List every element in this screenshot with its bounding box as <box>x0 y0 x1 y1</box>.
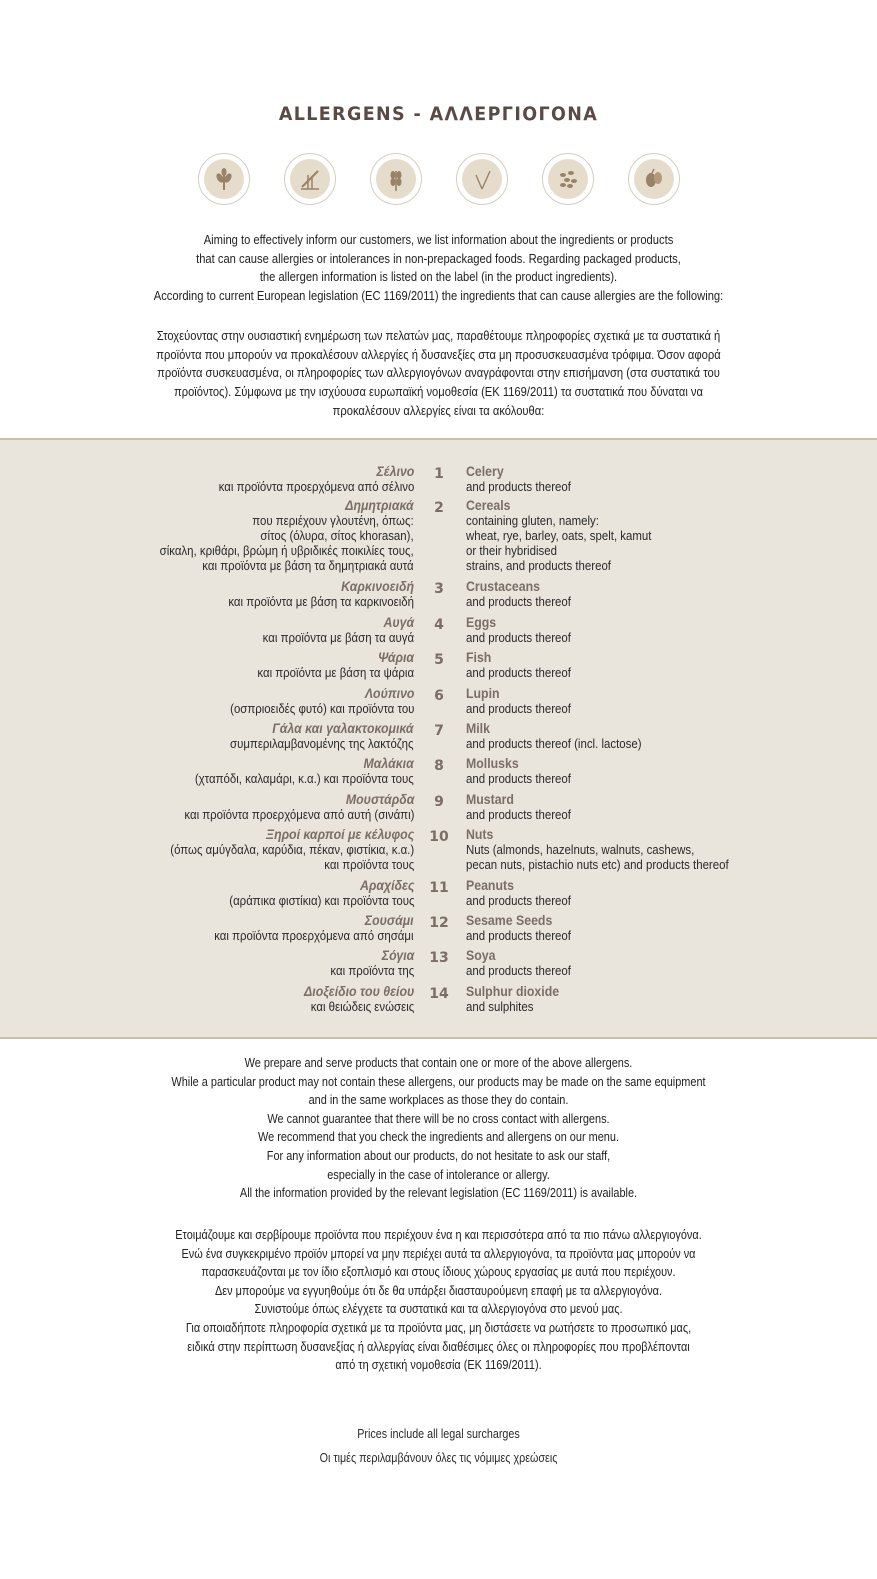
allergen-english <box>466 984 559 1014</box>
allergen-english-detail: and products thereof <box>466 630 571 645</box>
allergen-row <box>0 826 877 872</box>
allergen-row <box>0 756 877 792</box>
allergen-list-band <box>0 438 877 1039</box>
allergen-greek-name: Γάλα και γαλακτοκομικά <box>272 720 414 736</box>
intro-line: According to current European legislation (EC 1169/2011) the ingredients that can cause allergies are the following: <box>153 288 724 304</box>
footer-line: ειδικά στην περίπτωση δυσανεξίας ή αλλεργίας είναι διαθέσιμες όλες οι πληροφορίες που προβλέπονται <box>187 1338 690 1354</box>
no-gluten-icon <box>284 153 336 205</box>
allergen-number: 9 <box>434 794 444 810</box>
allergen-greek <box>228 579 414 609</box>
footer-line: All the information provided by the relevant legislation (EC 1169/2011) is available. <box>239 1185 638 1201</box>
allergen-row <box>0 615 877 651</box>
allergen-number: 1 <box>434 466 444 482</box>
intro-line: Aiming to effectively inform our customers, we list information about the ingredients or products <box>203 232 674 247</box>
allergen-row <box>0 497 877 573</box>
footer-line: For any information about our products, do not hesitate to ask our staff, <box>266 1147 611 1163</box>
allergen-greek-detail: και προϊόντα προερχόμενα από σησάμι <box>214 928 414 943</box>
allergen-greek-detail: που περιέχουν γλουτένη, όπως: <box>252 513 414 528</box>
footer-line: We prepare and serve products that contain one or more of the above allergens. <box>244 1055 633 1070</box>
grain-icon <box>370 153 422 205</box>
allergen-english-detail: and products thereof <box>466 479 571 494</box>
allergen-greek-name: Δημητριακά <box>345 497 414 513</box>
intro-line: προκαλέσουν αλλεργίες είναι τα ακόλουθα: <box>332 402 545 418</box>
allergen-greek <box>184 792 414 822</box>
allergen-greek-detail: (αράπικα φιστίκια) και προϊόντα τους <box>228 893 414 908</box>
allergen-greek-name: Καρκινοειδή <box>341 578 414 594</box>
allergen-english-detail: containing gluten, namely: <box>466 513 599 528</box>
allergen-greek <box>231 721 414 751</box>
allergen-english-name: Fish <box>466 649 492 665</box>
footer-english <box>70 1054 807 1203</box>
allergen-english-name: Soya <box>466 947 496 963</box>
allergen-greek-detail: και προϊόντα με βάση τα δημητριακά αυτά <box>202 558 414 573</box>
allergen-greek-detail: (χταπόδι, καλαμάρι, κ.α.) και προϊόντα τους <box>195 771 414 786</box>
allergen-english <box>466 948 571 978</box>
allergen-english-name: Crustaceans <box>466 578 540 594</box>
allergen-greek-detail: και προϊόντα τους <box>324 857 414 872</box>
intro-english <box>61 231 815 306</box>
page-title: ALLERGENS - ΑΛΛΕΡΓΙΟΓΟΝΑ <box>278 103 599 125</box>
allergen-greek <box>330 948 414 978</box>
allergen-number: 7 <box>434 723 444 739</box>
allergen-greek-detail: και προϊόντα με βάση τα καρκινοειδή <box>228 594 414 609</box>
allergen-row <box>0 464 877 500</box>
allergen-row <box>0 913 877 949</box>
footer-line: While a particular product may not contain these allergens, our products may be made on the same equipment <box>171 1073 706 1089</box>
allergen-english-detail: or their hybridised <box>466 543 557 558</box>
allergen-greek-name: Σόγια <box>381 947 414 963</box>
allergen-greek <box>218 464 414 494</box>
allergen-greek-detail: και προϊόντα της <box>330 963 414 978</box>
allergen-english-name: Cereals <box>466 497 511 513</box>
intro-line: προϊόντα που μπορούν να προκαλέσουν αλλεργίες ή δυσανεξίες στα μη προσυσκευασμένα τρόφιμα. Όσον αφορά <box>156 346 721 362</box>
allergen-english <box>466 756 571 786</box>
footer-line: We recommend that you check the ingredients and allergens on our menu. <box>258 1129 619 1145</box>
allergen-english-detail: and products thereof <box>466 893 571 908</box>
allergen-greek <box>257 650 414 680</box>
allergen-number: 12 <box>429 915 449 931</box>
allergen-english-detail: and products thereof <box>466 928 571 943</box>
allergen-english <box>466 913 571 943</box>
allergen-english-name: Nuts <box>466 826 494 842</box>
allergen-greek-detail: σίκαλη, κριθάρι, βρώμη ή υβριδικές ποικιλίες τους, <box>159 543 414 558</box>
footer-line: παρασκευάζονται με τον ίδιο εξοπλισμό και στους ίδιους χώρους εργασίας με αυτά που περιέχουν. <box>201 1264 676 1280</box>
allergen-english-detail: and sulphites <box>466 999 534 1014</box>
allergen-greek-name: Σέλινο <box>376 463 414 479</box>
allergen-greek-detail: και προϊόντα προερχόμενα από αυτή (σινάπι) <box>183 807 414 822</box>
intro-greek <box>61 327 815 421</box>
allergen-icons <box>0 153 877 205</box>
prices-note-english: Prices include all legal surcharges <box>357 1427 520 1441</box>
allergen-english-name: Eggs <box>466 614 497 630</box>
allergen-english <box>466 878 571 908</box>
allergen-english-name: Peanuts <box>466 877 514 893</box>
allergen-greek-name: Μαλάκια <box>363 755 414 771</box>
allergen-english-name: Mustard <box>466 791 514 807</box>
allergen-greek-detail: σίτος (όλυρα, σίτος khorasan), <box>260 528 414 543</box>
allergen-english-detail: and products thereof <box>466 665 571 680</box>
allergen-number: 3 <box>434 581 444 597</box>
allergen-row <box>0 984 877 1020</box>
allergen-row <box>0 650 877 686</box>
footer-line: and in the same workplaces as those they do contain. <box>308 1092 569 1108</box>
allergen-greek-detail: και προϊόντα με βάση τα ψάρια <box>257 665 414 680</box>
footer-line: We cannot guarantee that there will be no cross contact with allergens. <box>267 1110 610 1126</box>
allergen-english-detail: Nuts (almonds, hazelnuts, walnuts, cashews, <box>466 842 695 857</box>
allergen-greek-detail: και προϊόντα προερχόμενα από σέλινο <box>218 479 414 494</box>
allergen-greek <box>160 498 414 573</box>
allergen-english-detail: and products thereof <box>466 701 571 716</box>
allergen-number: 8 <box>434 758 444 774</box>
prices-note-greek: Οι τιμές περιλαμβάνουν όλες τις νόμιμες χρεώσεις <box>319 1451 558 1465</box>
allergen-greek <box>230 686 414 716</box>
footer-line: Ετοιμάζουμε και σερβίρουμε προϊόντα που περιέχουν ένα η και περισσότερα από τα πιο πάνω αλλεργιογόνα. <box>175 1227 702 1242</box>
allergen-number: 14 <box>429 986 449 1002</box>
allergen-row <box>0 878 877 914</box>
allergen-greek-name: Μουστάρδα <box>345 791 414 807</box>
allergen-english <box>466 615 571 645</box>
intro-line: Στοχεύοντας στην ουσιαστική ενημέρωση των πελατών μας, παραθέτουμε πληροφορίες σχετικά με τα συστατικά ή <box>156 328 721 343</box>
intro-line: that can cause allergies or intolerances in non-prepackaged foods. Regarding packaged products, <box>196 250 681 266</box>
allergen-greek <box>195 756 414 786</box>
allergen-english-detail: and products thereof (incl. lactose) <box>466 736 642 751</box>
allergen-greek-name: Λούπινο <box>364 685 414 701</box>
wheat-icon <box>198 153 250 205</box>
herb-icon <box>456 153 508 205</box>
footer-greek <box>70 1226 807 1375</box>
allergen-english-detail: and products thereof <box>466 807 571 822</box>
nuts-icon <box>628 153 680 205</box>
allergen-greek-name: Ψάρια <box>377 649 414 665</box>
seeds-icon <box>542 153 594 205</box>
allergen-english-detail: pecan nuts, pistachio nuts etc) and products thereof <box>466 857 729 872</box>
allergen-number: 5 <box>434 652 444 668</box>
footer-line: από τη σχετική νομοθεσία (ΕΚ 1169/2011). <box>335 1357 542 1373</box>
intro-line: the allergen information is listed on the label (in the product ingredients). <box>259 269 618 285</box>
allergen-number: 2 <box>434 500 444 516</box>
footer-line: Συνιστούμε όπως ελέγχετε τα συστατικά και τα αλλεργιογόνα στο μενού μας. <box>254 1301 623 1317</box>
allergen-row <box>0 579 877 615</box>
allergen-english <box>466 721 642 751</box>
allergen-english-name: Milk <box>466 720 490 736</box>
footer-line: Ενώ ένα συγκεκριμένο προϊόν μπορεί να μην περιέχει αυτά τα αλλεργιογόνα, τα προϊόντα μας μπορούν να <box>181 1245 696 1261</box>
allergen-greek-name: Ξηροί καρποί με κέλυφος <box>265 826 414 842</box>
allergen-greek <box>215 913 414 943</box>
allergen-number: 4 <box>434 617 444 633</box>
intro-line: προϊόντος). Σύμφωνα με την ισχύουσα ευρωπαϊκή νομοθεσία (ΕΚ 1169/2011) τα συστατικά που δύναται να <box>173 384 703 400</box>
allergen-greek-detail: συμπεριλαμβανομένης της λακτόζης <box>230 736 414 751</box>
allergen-greek <box>229 878 414 908</box>
allergen-english-name: Sulphur dioxide <box>466 983 560 999</box>
footer-line: especially in the case of intolerance or allergy. <box>327 1166 550 1182</box>
allergen-greek-name: Διοξείδιο του θείου <box>303 983 414 999</box>
allergen-greek <box>170 827 414 872</box>
allergen-english <box>466 650 571 680</box>
allergen-greek-detail: και θειώδεις ενώσεις <box>310 999 414 1014</box>
allergen-english <box>466 464 571 494</box>
allergen-english <box>466 498 651 573</box>
allergen-english-detail: strains, and products thereof <box>466 558 611 573</box>
allergen-english-name: Celery <box>466 463 504 479</box>
allergen-row <box>0 792 877 828</box>
allergen-number: 11 <box>429 880 449 896</box>
allergen-greek-detail: (όπως αμύγδαλα, καρύδια, πέκαν, φιστίκια, κ.α.) <box>170 842 414 857</box>
allergen-row <box>0 721 877 757</box>
allergen-greek-detail: και προϊόντα με βάση τα αυγά <box>262 630 414 645</box>
allergen-greek <box>304 984 414 1014</box>
allergen-row <box>0 948 877 984</box>
footer-line: Δεν μπορούμε να εγγυηθούμε ότι δε θα υπάρξει διασταυρούμενη επαφή με τα αλλεργιογόνα. <box>214 1282 663 1298</box>
allergen-english-detail: and products thereof <box>466 963 571 978</box>
allergen-greek-name: Αραχίδες <box>359 877 414 893</box>
allergen-english <box>466 827 729 872</box>
allergen-greek-name: Σουσάμι <box>365 912 414 928</box>
allergen-english-name: Sesame Seeds <box>466 912 553 928</box>
allergen-english-name: Lupin <box>466 685 500 701</box>
allergen-english <box>466 579 571 609</box>
allergen-greek <box>263 615 414 645</box>
allergen-english-detail: wheat, rye, barley, oats, spelt, kamut <box>466 528 652 543</box>
intro-line: προϊόντα συσκευασμένα, οι πληροφορίες των αλλεργιογόνων αναγράφονται στην επισήμανση (στα συστατικά του <box>157 365 720 381</box>
allergen-english-detail: and products thereof <box>466 594 571 609</box>
allergen-number: 13 <box>429 950 449 966</box>
allergen-english-name: Mollusks <box>466 755 519 771</box>
allergen-number: 6 <box>434 688 444 704</box>
allergen-greek-name: Αυγά <box>383 614 414 630</box>
allergen-english <box>466 686 571 716</box>
footer-line: Για οποιαδήποτε πληροφορία σχετικά με τα προϊόντα μας, μη διστάσετε να ρωτήσετε το προσωπικό μας, <box>185 1319 692 1335</box>
allergen-number: 10 <box>429 829 449 845</box>
allergen-greek-detail: (οσπριοειδές φυτό) και προϊόντα του <box>229 701 414 716</box>
allergen-row <box>0 686 877 722</box>
allergen-english <box>466 792 571 822</box>
allergen-english-detail: and products thereof <box>466 771 571 786</box>
